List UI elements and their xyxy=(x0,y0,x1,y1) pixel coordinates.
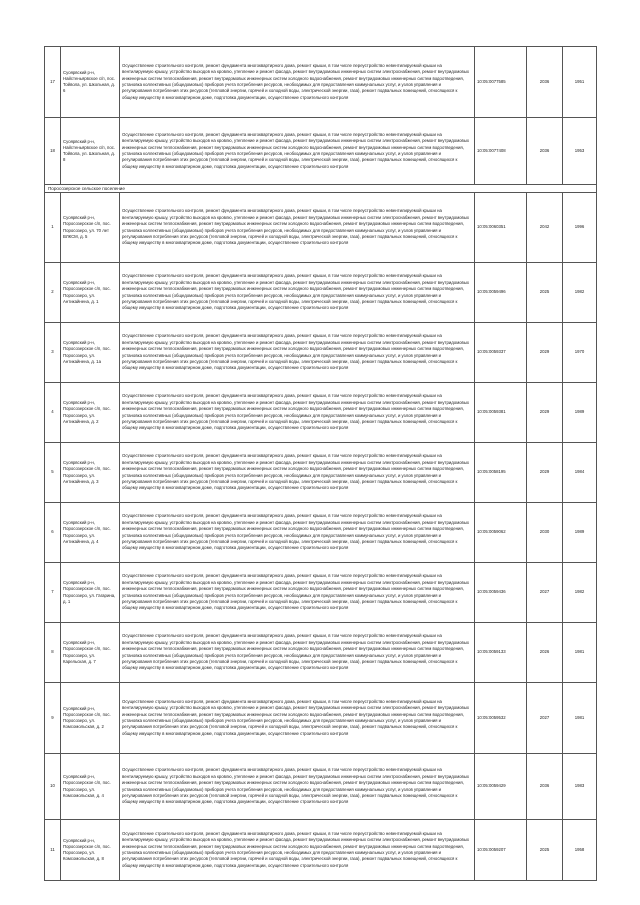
address-cell: Суоярвский р-н, Найстеньярвское с/п, пос. Тойвола, ул. Школьная, д. 8 xyxy=(61,118,120,185)
cadastral-number-cell: 10:05:0059496 xyxy=(475,263,527,323)
address-cell: Суоярвский р-н, Поросозерское с/п, пос. Поросозеро, ул. Гагарина, д. 1 xyxy=(61,563,120,623)
repair-year-cell: 2030 xyxy=(527,503,563,563)
build-year-cell: 1989 xyxy=(563,383,597,443)
works-cell: Осуществление строительного контроля, ремонт фундамента многоквартирного дома, ремонт крыши, в том числе переустройство невентилируемой крыши на вентилируемую крышу, устройство выходов на кровлю, утепление и ремонт фасада, ремонт внутридомовых инженерных систем электроснабжения, ремонт внутридомовых инженерных систем теплоснабжения, ремонт внутридомовых инженерных систем холодного водоснабжения, ремонт внутридомовых инженерных систем водоотведения, установка коллективных (общедомовых) приборов учета потребления ресурсов, необходимых для предоставления коммунальных услуг, и узлов управления и регулирования потребления этих ресурсов (тепловой энергии, горячей и холодной воды, электрической энергии, газа), ремонт подвальных помещений, относящихся к общему имуществу в многоквартирном доме, подготовка документации, осуществление строительного контроля xyxy=(120,503,475,563)
address-cell: Суоярвский р-н, Найстеньярвское с/п, пос. Тойвола, ул. Школьная, д. 6 xyxy=(61,47,120,118)
works-cell: Осуществление строительного контроля, ремонт фундамента многоквартирного дома, ремонт крыши, в том числе переустройство невентилируемой крыши на вентилируемую крышу, устройство выходов на кровлю, утепление и ремонт фасада, ремонт внутридомовых инженерных систем электроснабжения, ремонт внутридомовых инженерных систем теплоснабжения, ремонт внутридомовых инженерных систем холодного водоснабжения, ремонт внутридомовых инженерных систем водоотведения, установка коллективных (общедомовых) приборов учета потребления ресурсов, необходимых для предоставления коммунальных услуг, и узлов управления и регулирования потребления этих ресурсов (тепловой энергии, горячей и холодной воды, электрической энергии, газа), ремонт подвальных помещений, относящихся к общему имуществу в многоквартирном доме, подготовка документации, осуществление строительного контроля xyxy=(120,623,475,683)
repair-year-cell: 2036 xyxy=(527,754,563,820)
repair-year-cell: 2042 xyxy=(527,193,563,263)
repair-year-cell: 2029 xyxy=(527,323,563,383)
build-year-cell: 1981 xyxy=(563,683,597,754)
table-row xyxy=(45,623,597,683)
address-cell: Суоярвский р-н, Поросозерское с/п, пос. Поросозеро, ул. 70 лет ВЛКСМ, д. 5 xyxy=(61,193,120,263)
cadastral-number-cell: 10:05:0059436 xyxy=(475,563,527,623)
address-cell: Суоярвский р-н, Поросозерское с/п, пос. Поросозеро, ул. Комсомольская, д. 4 xyxy=(61,754,120,820)
row-number: 7 xyxy=(45,563,61,623)
row-number: 1 xyxy=(45,193,61,263)
address-cell: Суоярвский р-н, Поросозерское с/п, пос. Поросозеро, ул. Карельская, д. 7 xyxy=(61,623,120,683)
row-number: 5 xyxy=(45,443,61,503)
address-cell: Суоярвский р-н, Поросозерское с/п, пос. Поросозеро, ул. Комсомольская, д. 2 xyxy=(61,683,120,754)
row-number: 10 xyxy=(45,754,61,820)
row-number: 8 xyxy=(45,623,61,683)
works-cell: Осуществление строительного контроля, ремонт фундамента многоквартирного дома, ремонт крыши, в том числе переустройство невентилируемой крыши на вентилируемую крышу, устройство выходов на кровлю, утепление и ремонт фасада, ремонт внутридомовых инженерных систем электроснабжения, ремонт внутридомовых инженерных систем теплоснабжения, ремонт внутридомовых инженерных систем холодного водоснабжения, ремонт внутридомовых инженерных систем водоотведения, установка коллективных (общедомовых) приборов учета потребления ресурсов, необходимых для предоставления коммунальных услуг, и узлов управления и регулирования потребления этих ресурсов (тепловой энергии, горячей и холодной воды, электрической энергии, газа), ремонт подвальных помещений, относящихся к общему имуществу в многоквартирном доме, подготовка документации, осуществление строительного контроля xyxy=(120,754,475,820)
row-number: 17 xyxy=(45,47,61,118)
row-number: 2 xyxy=(45,263,61,323)
build-year-cell: 1982 xyxy=(563,263,597,323)
build-year-cell: 1989 xyxy=(563,503,597,563)
repair-year-cell: 2036 xyxy=(527,118,563,185)
table-row xyxy=(45,754,597,820)
works-cell: Осуществление строительного контроля, ремонт фундамента многоквартирного дома, ремонт крыши, в том числе переустройство невентилируемой крыши на вентилируемую крышу, устройство выходов на кровлю, утепление и ремонт фасада, ремонт внутридомовых инженерных систем электроснабжения, ремонт внутридомовых инженерных систем теплоснабжения, ремонт внутридомовых инженерных систем холодного водоснабжения, ремонт внутридомовых инженерных систем водоотведения, установка коллективных (общедомовых) приборов учета потребления ресурсов, необходимых для предоставления коммунальных услуг, и узлов управления и регулирования потребления этих ресурсов (тепловой энергии, горячей и холодной воды, электрической энергии, газа), ремонт подвальных помещений, относящихся к общему имуществу в многоквартирном доме, подготовка документации, осуществление строительного контроля xyxy=(120,383,475,443)
table-row xyxy=(45,263,597,323)
build-year-cell: 1981 xyxy=(563,623,597,683)
cadastral-number-cell: 10:05:0059133 xyxy=(475,623,527,683)
section-title: Поросозерское сельское поселение xyxy=(45,185,597,193)
table-row xyxy=(45,503,597,563)
works-cell: Осуществление строительного контроля, ремонт фундамента многоквартирного дома, ремонт крыши, в том числе переустройство невентилируемой крыши на вентилируемую крышу, устройство выходов на кровлю, утепление и ремонт фасада, ремонт внутридомовых инженерных систем электроснабжения, ремонт внутридомовых инженерных систем теплоснабжения, ремонт внутридомовых инженерных систем холодного водоснабжения, ремонт внутридомовых инженерных систем водоотведения, установка коллективных (общедомовых) приборов учета потребления ресурсов, необходимых для предоставления коммунальных услуг, и узлов управления и регулирования потребления этих ресурсов (тепловой энергии, горячей и холодной воды, электрической энергии, газа), ремонт подвальных помещений, относящихся к общему имуществу в многоквартирном доме, подготовка документации, осуществление строительного контроля xyxy=(120,263,475,323)
row-number: 11 xyxy=(45,820,61,881)
table-row xyxy=(45,383,597,443)
build-year-cell: 1953 xyxy=(563,118,597,185)
cadastral-number-cell: 10:05:0077408 xyxy=(475,118,527,185)
table-row xyxy=(45,47,597,118)
address-cell: Суоярвский р-н, Поросозерское с/п, пос. Поросозеро, ул. Комсомольская, д. 8 xyxy=(61,820,120,881)
build-year-cell: 1996 xyxy=(563,193,597,263)
cadastral-number-cell: 10:05:0059532 xyxy=(475,683,527,754)
table-body xyxy=(45,47,597,881)
row-number: 3 xyxy=(45,323,61,383)
repair-works-table xyxy=(44,46,597,881)
repair-year-cell: 2029 xyxy=(527,443,563,503)
row-number: 9 xyxy=(45,683,61,754)
table-row xyxy=(45,193,597,263)
works-cell: Осуществление строительного контроля, ремонт фундамента многоквартирного дома, ремонт крыши, в том числе переустройство невентилируемой крыши на вентилируемую крышу, устройство выходов на кровлю, утепление и ремонт фасада, ремонт внутридомовых инженерных систем электроснабжения, ремонт внутридомовых инженерных систем теплоснабжения, ремонт внутридомовых инженерных систем холодного водоснабжения, ремонт внутридомовых инженерных систем водоотведения, установка коллективных (общедомовых) приборов учета потребления ресурсов, необходимых для предоставления коммунальных услуг, и узлов управления и регулирования потребления этих ресурсов (тепловой энергии, горячей и холодной воды, электрической энергии, газа), ремонт подвальных помещений, относящихся к общему имуществу в многоквартирном доме, подготовка документации, осуществление строительного контроля xyxy=(120,820,475,881)
cadastral-number-cell: 10:05:0059381 xyxy=(475,383,527,443)
row-number: 4 xyxy=(45,383,61,443)
repair-year-cell: 2036 xyxy=(527,47,563,118)
cadastral-number-cell: 10:05:0059429 xyxy=(475,754,527,820)
cadastral-number-cell: 10:05:0059337 xyxy=(475,323,527,383)
document-page xyxy=(44,46,596,881)
table-row xyxy=(45,820,597,881)
address-cell: Суоярвский р-н, Поросозерское с/п, пос. Поросозеро, ул. Антикайнена, д. 3 xyxy=(61,443,120,503)
build-year-cell: 1983 xyxy=(563,754,597,820)
repair-year-cell: 2025 xyxy=(527,820,563,881)
repair-year-cell: 2025 xyxy=(527,263,563,323)
table-row xyxy=(45,563,597,623)
works-cell: Осуществление строительного контроля, ремонт фундамента многоквартирного дома, ремонт крыши, в том числе переустройство невентилируемой крыши на вентилируемую крышу, устройство выходов на кровлю, утепление и ремонт фасада, ремонт внутридомовых инженерных систем электроснабжения, ремонт внутридомовых инженерных систем теплоснабжения, ремонт внутридомовых инженерных систем холодного водоснабжения, ремонт внутридомовых инженерных систем водоотведения, установка коллективных (общедомовых) приборов учета потребления ресурсов, необходимых для предоставления коммунальных услуг, и узлов управления и регулирования потребления этих ресурсов (тепловой энергии, горячей и холодной воды, электрической энергии, газа), ремонт подвальных помещений, относящихся к общему имуществу в многоквартирном доме, подготовка документации, осуществление строительного контроля xyxy=(120,193,475,263)
build-year-cell: 1958 xyxy=(563,820,597,881)
cadastral-number-cell: 10:05:0077585 xyxy=(475,47,527,118)
repair-year-cell: 2026 xyxy=(527,623,563,683)
address-cell: Суоярвский р-н, Поросозерское с/п, пос. Поросозеро, ул. Антикайнена, д. 4 xyxy=(61,503,120,563)
works-cell: Осуществление строительного контроля, ремонт фундамента многоквартирного дома, ремонт крыши, в том числе переустройство невентилируемой крыши на вентилируемую крышу, устройство выходов на кровлю, утепление и ремонт фасада, ремонт внутридомовых инженерных систем электроснабжения, ремонт внутридомовых инженерных систем теплоснабжения, ремонт внутридомовых инженерных систем холодного водоснабжения, ремонт внутридомовых инженерных систем водоотведения, установка коллективных (общедомовых) приборов учета потребления ресурсов, необходимых для предоставления коммунальных услуг, и узлов управления и регулирования потребления этих ресурсов (тепловой энергии, горячей и холодной воды, электрической энергии, газа), ремонт подвальных помещений, относящихся к общему имуществу в многоквартирном доме, подготовка документации, осуществление строительного контроля xyxy=(120,323,475,383)
row-number: 18 xyxy=(45,118,61,185)
cadastral-number-cell: 10:05:0059207 xyxy=(475,820,527,881)
cadastral-number-cell: 10:05:0059062 xyxy=(475,503,527,563)
works-cell: Осуществление строительного контроля, ремонт фундамента многоквартирного дома, ремонт крыши, в том числе переустройство невентилируемой крыши на вентилируемую крышу, устройство выходов на кровлю, утепление и ремонт фасада, ремонт внутридомовых инженерных систем электроснабжения, ремонт внутридомовых инженерных систем теплоснабжения, ремонт внутридомовых инженерных систем холодного водоснабжения, ремонт внутридомовых инженерных систем водоотведения, установка коллективных (общедомовых) приборов учета потребления ресурсов, необходимых для предоставления коммунальных услуг, и узлов управления и регулирования потребления этих ресурсов (тепловой энергии, горячей и холодной воды, электрической энергии, газа), ремонт подвальных помещений, относящихся к общему имуществу в многоквартирном доме, подготовка документации, осуществление строительного контроля xyxy=(120,47,475,118)
row-number: 6 xyxy=(45,503,61,563)
build-year-cell: 1982 xyxy=(563,563,597,623)
works-cell: Осуществление строительного контроля, ремонт фундамента многоквартирного дома, ремонт крыши, в том числе переустройство невентилируемой крыши на вентилируемую крышу, устройство выходов на кровлю, утепление и ремонт фасада, ремонт внутридомовых инженерных систем электроснабжения, ремонт внутридомовых инженерных систем теплоснабжения, ремонт внутридомовых инженерных систем холодного водоснабжения, ремонт внутридомовых инженерных систем водоотведения, установка коллективных (общедомовых) приборов учета потребления ресурсов, необходимых для предоставления коммунальных услуг, и узлов управления и регулирования потребления этих ресурсов (тепловой энергии, горячей и холодной воды, электрической энергии, газа), ремонт подвальных помещений, относящихся к общему имуществу в многоквартирном доме, подготовка документации, осуществление строительного контроля xyxy=(120,683,475,754)
repair-year-cell: 2027 xyxy=(527,563,563,623)
table-row xyxy=(45,443,597,503)
works-cell: Осуществление строительного контроля, ремонт фундамента многоквартирного дома, ремонт крыши, в том числе переустройство невентилируемой крыши на вентилируемую крышу, устройство выходов на кровлю, утепление и ремонт фасада, ремонт внутридомовых инженерных систем электроснабжения, ремонт внутридомовых инженерных систем теплоснабжения, ремонт внутридомовых инженерных систем холодного водоснабжения, ремонт внутридомовых инженерных систем водоотведения, установка коллективных (общедомовых) приборов учета потребления ресурсов, необходимых для предоставления коммунальных услуг, и узлов управления и регулирования потребления этих ресурсов (тепловой энергии, горячей и холодной воды, электрической энергии, газа), ремонт подвальных помещений, относящихся к общему имуществу в многоквартирном доме, подготовка документации, осуществление строительного контроля xyxy=(120,443,475,503)
works-cell: Осуществление строительного контроля, ремонт фундамента многоквартирного дома, ремонт крыши, в том числе переустройство невентилируемой крыши на вентилируемую крышу, устройство выходов на кровлю, утепление и ремонт фасада, ремонт внутридомовых инженерных систем электроснабжения, ремонт внутридомовых инженерных систем теплоснабжения, ремонт внутридомовых инженерных систем холодного водоснабжения, ремонт внутридомовых инженерных систем водоотведения, установка коллективных (общедомовых) приборов учета потребления ресурсов, необходимых для предоставления коммунальных услуг, и узлов управления и регулирования потребления этих ресурсов (тепловой энергии, горячей и холодной воды, электрической энергии, газа), ремонт подвальных помещений, относящихся к общему имуществу в многоквартирном доме, подготовка документации, осуществление строительного контроля xyxy=(120,563,475,623)
address-cell: Суоярвский р-н, Поросозерское с/п, пос. Поросозеро, ул. Антикайнена, д. 1 xyxy=(61,263,120,323)
repair-year-cell: 2029 xyxy=(527,383,563,443)
cadastral-number-cell: 10:05:0058195 xyxy=(475,443,527,503)
repair-year-cell: 2027 xyxy=(527,683,563,754)
table-row xyxy=(45,323,597,383)
cadastral-number-cell: 10:05:0060351 xyxy=(475,193,527,263)
build-year-cell: 1970 xyxy=(563,323,597,383)
table-row xyxy=(45,683,597,754)
build-year-cell: 1951 xyxy=(563,47,597,118)
table-row xyxy=(45,118,597,185)
section-row xyxy=(45,185,597,193)
works-cell: Осуществление строительного контроля, ремонт фундамента многоквартирного дома, ремонт крыши, в том числе переустройство невентилируемой крыши на вентилируемую крышу, устройство выходов на кровлю, утепление и ремонт фасада, ремонт внутридомовых инженерных систем электроснабжения, ремонт внутридомовых инженерных систем теплоснабжения, ремонт внутридомовых инженерных систем холодного водоснабжения, ремонт внутридомовых инженерных систем водоотведения, установка коллективных (общедомовых) приборов учета потребления ресурсов, необходимых для предоставления коммунальных услуг, и узлов управления и регулирования потребления этих ресурсов (тепловой энергии, горячей и холодной воды, электрической энергии, газа), ремонт подвальных помещений, относящихся к общему имуществу в многоквартирном доме, подготовка документации, осуществление строительного контроля xyxy=(120,118,475,185)
address-cell: Суоярвский р-н, Поросозерское с/п, пос. Поросозеро, ул. Антикайнена, д. 1а xyxy=(61,323,120,383)
build-year-cell: 1984 xyxy=(563,443,597,503)
address-cell: Суоярвский р-н, Поросозерское с/п, пос. Поросозеро, ул. Антикайнена, д. 2 xyxy=(61,383,120,443)
